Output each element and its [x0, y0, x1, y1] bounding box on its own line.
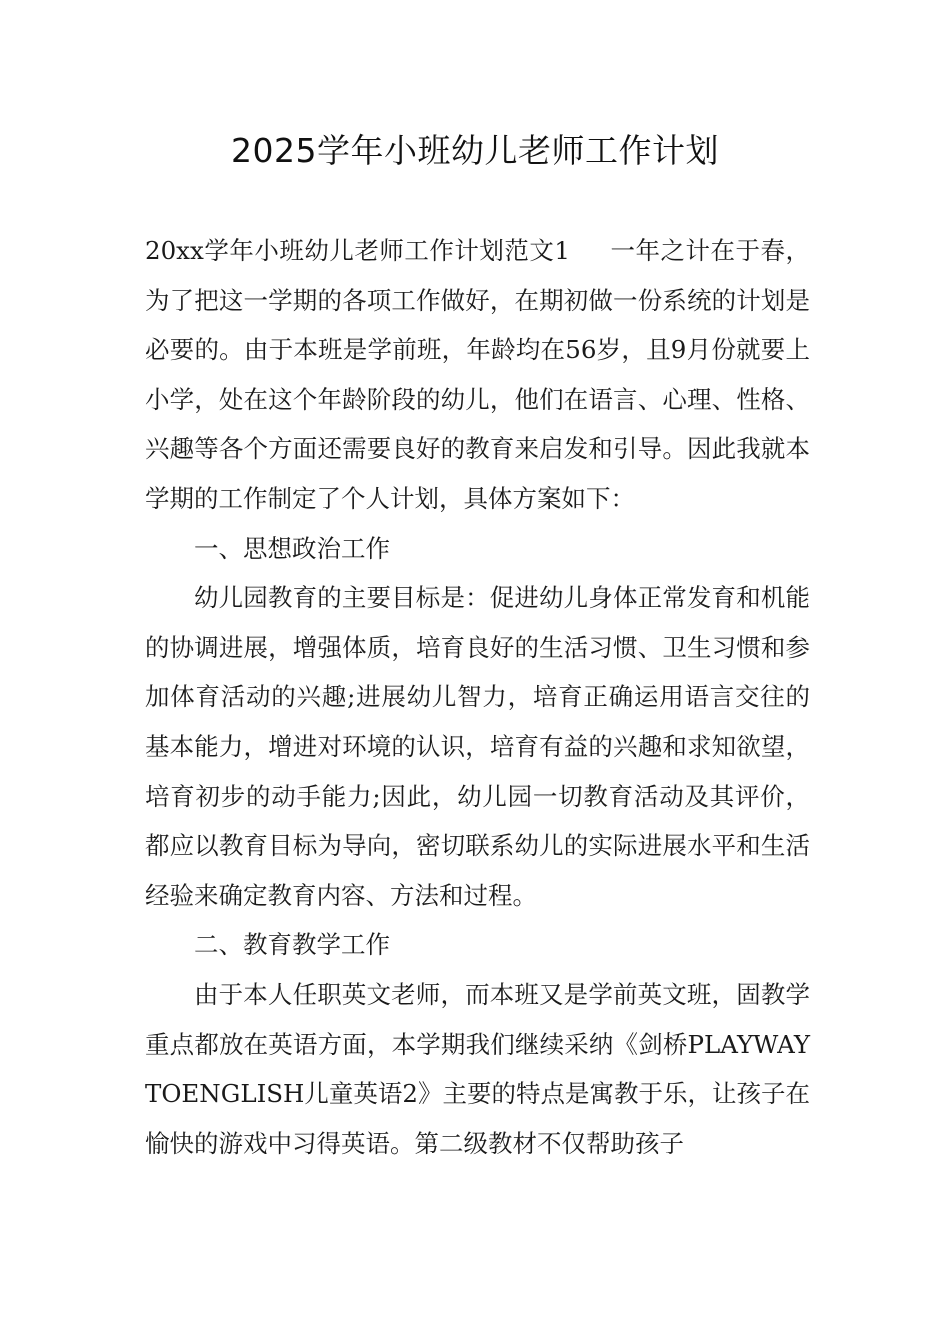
document-body [145, 226, 810, 1168]
paragraph-intro-lead: 20xx学年小班幼儿老师工作计划范文1 [145, 236, 570, 265]
section-heading-2: 二、教育教学工作 [194, 930, 390, 960]
paragraph-section-1: 幼儿园教育的主要目标是：促进幼儿身体正常发育和机能的协调进展，增强体质，培育良好的生活习惯、卫生习惯和参加体育活动的兴趣;进展幼儿智力，培育正确运用语言交往的基本能力，增进对环境的认识，培育有益的兴趣和求知欲望，培育初步的动手能力;因此，幼儿园一切教育活动及其评价，都应以教育目标为导向，密切联系幼儿的实际进展水平和生活经验来确定教育内容、方法和过程。 [145, 583, 810, 910]
document-title: 2025学年小班幼儿老师工作计划 [231, 131, 719, 170]
paragraph-intro [145, 226, 810, 524]
section-heading-1: 一、思想政治工作 [194, 533, 390, 563]
paragraph-intro-text: 一年之计在于春，为了把这一学期的各项工作做好，在期初做一份系统的计划是必要的。由于本班是学前班，年龄均在56岁，且9月份就要上小学，处在这个年龄阶段的幼儿，他们在语言、心理、性格、兴趣等各个方面还需要良好的教育来启发和引导。因此我就本学期的工作制定了个人计划，具体方案如下： [145, 236, 811, 513]
paragraph-section-2: 由于本人任职英文老师，而本班又是学前英文班，固教学重点都放在英语方面，本学期我们继续采纳《剑桥PLAYWAYTOENGLISH儿童英语2》主要的特点是寓教于乐，让孩子在愉快的游戏中习得英语。第二级教材不仅帮助孩子 [145, 979, 811, 1158]
